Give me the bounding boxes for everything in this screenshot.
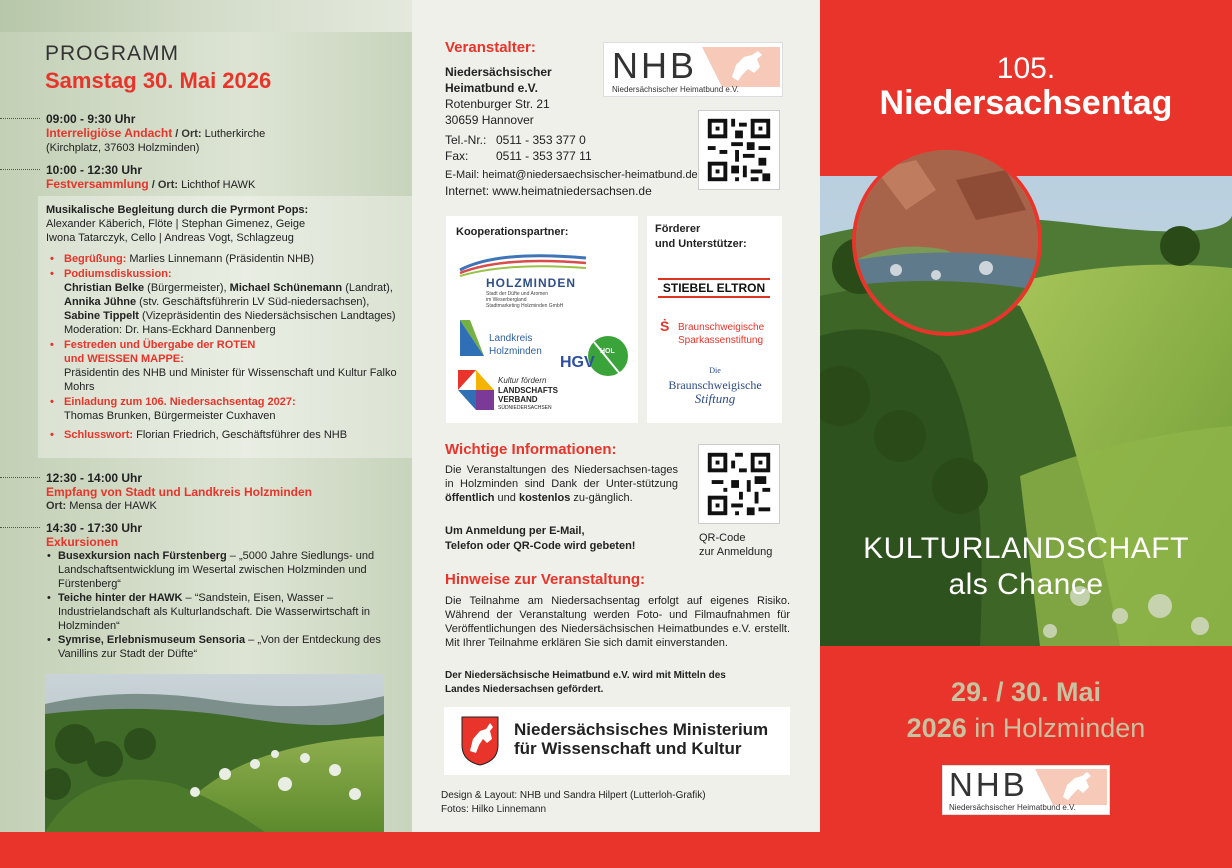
- ort-value: Lutherkirche: [201, 128, 266, 140]
- section-heading: Hinweise zur Veranstaltung:: [445, 571, 646, 588]
- foerderer-line: Förderer: [655, 223, 701, 235]
- list-item: [46, 591, 410, 633]
- foerderer-heading: [655, 222, 747, 252]
- musik-heading: Musikalische Begleitung durch die Pyrmont Pops:: [46, 204, 309, 216]
- credits: [441, 789, 706, 817]
- niedersachsen-ross-icon: [460, 715, 500, 767]
- list-item: [46, 549, 410, 591]
- item-text: Marlies Linnemann (Präsidentin NHB): [126, 253, 315, 265]
- holzminden-sub-line: im Weserbergland: [486, 297, 527, 303]
- slot-event: Festversammlung: [46, 177, 149, 191]
- text-part: und: [494, 492, 519, 504]
- speaker: Annika Jühne: [64, 296, 137, 308]
- item-label: • Festreden und Übergabe der ROTEN: [64, 339, 256, 351]
- motto-line1: KULTURLANDSCHAFT: [863, 532, 1189, 565]
- qr-caption-line: QR-Code: [699, 532, 746, 544]
- edition-number: 105.: [996, 52, 1056, 85]
- moderation: Moderation: Dr. Hans-Eckhard Dannenberg: [64, 324, 276, 336]
- speaker: Christian Belke: [64, 282, 145, 294]
- credits-line: Design & Layout: NHB und Sandra Hilpert (Lutterloh-Grafik): [441, 790, 706, 801]
- bs-stiftung-logo: [660, 364, 770, 406]
- sparkassenstiftung-logo: [678, 321, 764, 347]
- website-link[interactable]: Internet: www.heimatniedersachsen.de: [445, 184, 652, 198]
- holzminden-logo-text: HOLZMINDEN: [486, 276, 576, 290]
- list-item: [46, 428, 406, 442]
- slot-time: 14:30 - 17:30 Uhr: [46, 521, 143, 535]
- motto-line2: als Chance: [948, 568, 1104, 601]
- anmeldung-line: Telefon oder QR-Code wird gebeten!: [445, 540, 636, 552]
- logo-letters: NHB: [612, 45, 698, 86]
- lv-line: SÜDNIEDERSACHSEN: [498, 405, 552, 411]
- musik-line: Iwona Tatarczyk, Cello | Andreas Vogt, Schlagzeug: [46, 232, 294, 244]
- qr-caption: [699, 531, 772, 559]
- lv-line: LANDSCHAFTS: [498, 386, 558, 395]
- logo-letters: NHB: [949, 766, 1028, 803]
- item-text: Präsidentin des NHB und Minister für Wissenschaft und Kultur Falko Mohrs: [64, 367, 397, 393]
- text-part: Die Veranstaltungen des Niedersachsen-tages in Holzminden sind Dank der Unter-stützung: [445, 464, 678, 490]
- email-link[interactable]: E-Mail: heimat@niedersaechsischer-heimatbund.de: [445, 169, 698, 181]
- section-heading: Veranstalter:: [445, 39, 536, 56]
- stiftung-line: Stiftung: [694, 391, 736, 406]
- qr-caption-line: zur Anmeldung: [699, 546, 773, 558]
- bold-part: öffentlich: [445, 492, 495, 504]
- org-name: Niedersächsischer: [445, 65, 552, 79]
- ort-value: Mensa der HAWK: [66, 500, 157, 512]
- slot-andacht: [0, 112, 410, 155]
- tel-value: 0511 - 353 377 0: [496, 133, 586, 147]
- musik-line: Alexander Käberich, Flöte | Stephan Gimenez, Geige: [46, 218, 306, 230]
- landscape-photo: [45, 674, 384, 832]
- ministerium-text: [514, 720, 768, 758]
- hinweise-heading: [445, 572, 645, 588]
- musik-begleitung: [46, 203, 406, 245]
- fax-label: Fax:: [445, 149, 469, 163]
- foerderer-line: und Unterstützer:: [655, 238, 747, 250]
- role: (Vizepräsidentin des Niedersächsischen Landtages): [138, 310, 396, 322]
- role: (Landrat),: [342, 282, 393, 294]
- section-heading: Wichtige Informationen:: [445, 441, 617, 458]
- lv-script-text: Kultur fördern: [498, 376, 547, 385]
- program-date: Samstag 30. Mai 2026: [45, 68, 272, 93]
- logo-subtitle: Niedersächsischer Heimatbund e.V.: [612, 85, 739, 94]
- exkursion-text: – „5000 Jahre Siedlungs- und Landschaftsentwicklung im Wesertal zwischen Holzminden und Fürstenberg“: [58, 550, 375, 590]
- exkursion-text: – “Sandstein, Eisen, Wasser – Industrielandschaft als Kulturlandschaft. Die Wasserwirtschaft in Holzminden“: [58, 592, 371, 632]
- text-part: zu-gänglich.: [570, 492, 633, 504]
- exkursion-title: Teiche hinter der HAWK: [58, 592, 183, 604]
- qr-code-icon[interactable]: [698, 110, 780, 190]
- ministerium-logo: [444, 707, 790, 775]
- foerderung-note: [445, 669, 726, 697]
- sparkasse-line: Braunschweigische: [678, 322, 765, 333]
- item-label: Podiumsdiskussion:: [64, 268, 172, 280]
- holzminden-swoosh-icon: [458, 248, 588, 278]
- item-text: Thomas Brunken, Bürgermeister Cuxhaven: [64, 410, 276, 422]
- stiftung-line: Braunschweigische: [668, 378, 762, 392]
- item-label: • Einladung zum 106. Niedersachsentag 2027:: [64, 396, 296, 408]
- horse-icon: [702, 47, 780, 87]
- tel-label: Tel.-Nr.:: [445, 133, 487, 147]
- festversammlung-list: [46, 252, 406, 443]
- hgv-logo-text: HGV: [560, 354, 595, 371]
- date-place: in Holzminden: [966, 713, 1146, 743]
- sparkasse-s-icon: Ṡ: [660, 318, 670, 334]
- cover-title: [820, 52, 1232, 123]
- exkursion-title: Symrise, Erlebnismuseum Sensoria: [58, 634, 246, 646]
- cover-date: [820, 674, 1232, 746]
- program-header: [45, 42, 271, 94]
- slot-festversammlung: [0, 163, 410, 192]
- speaker: Michael Schünemann: [229, 282, 343, 294]
- nhb-logo: [603, 42, 783, 97]
- hinweise-text: Die Teilnahme am Niedersachsentag erfolgt auf eigenes Risiko. Während der Veranstaltung werden Foto- und Filmaufnahmen für Veröffentlichungen des Niedersächsischen Heimatbundes e.V. erstellt. Mit Ihrer Teilnahme erklären Sie sich damit einverstanden.: [445, 595, 790, 649]
- program-heading: PROGRAMM: [45, 42, 179, 65]
- ort-value: Lichthof HAWK: [178, 179, 256, 191]
- role: (Bürgermeister),: [144, 282, 230, 294]
- landkreis-line: Landkreis: [489, 333, 533, 344]
- slot-empfang: [0, 471, 410, 513]
- fax-value: 0511 - 353 377 11: [496, 149, 592, 163]
- holzminden-logo-sub: [486, 291, 563, 309]
- exkursion-text: – „Von der Entdeckung des Vanillins zur Stadt der Düfte“: [58, 634, 381, 660]
- cover-motto: [820, 532, 1232, 602]
- city: 30659 Hannover: [445, 113, 534, 127]
- list-item: [46, 395, 406, 423]
- item-label: Schlusswort:: [64, 429, 134, 441]
- landkreis-logo-text: [489, 332, 542, 358]
- item-label: Begrüßung:: [64, 253, 127, 265]
- date-days: 29. / 30. Mai: [950, 677, 1102, 707]
- role: (stv. Geschäftsführerin LV Süd-niedersachsen),: [136, 296, 370, 308]
- ort-label: / Ort:: [172, 128, 202, 140]
- veranstalter-heading: [445, 40, 536, 56]
- list-item: [46, 252, 406, 266]
- org-name: Heimatbund e.V.: [445, 81, 538, 95]
- ort-label: / Ort:: [148, 179, 179, 191]
- logo-subtitle: Niedersächsischer Heimatbund e.V.: [949, 803, 1076, 812]
- exkursionen-list: [46, 549, 410, 661]
- slot-detail: (Kirchplatz, 37603 Holzminden): [46, 142, 200, 154]
- slot-event: Exkursionen: [46, 535, 119, 549]
- event-title: Niedersachsentag: [879, 84, 1173, 122]
- slot-time: 10:00 - 12:30 Uhr: [46, 163, 143, 177]
- item-label: und WEISSEN MAPPE:: [64, 353, 184, 365]
- slot-time: 12:30 - 14:00 Uhr: [46, 471, 143, 485]
- list-item: [46, 633, 410, 661]
- hol-logo-text: HOL: [600, 348, 615, 355]
- dotted-leader: [0, 118, 40, 119]
- wichtig-text: [445, 463, 678, 505]
- landkreis-logo-icon: [460, 320, 484, 356]
- landkreis-line: Holzminden: [489, 346, 542, 357]
- dotted-leader: [0, 169, 40, 170]
- holzminden-sub-line: Stadt der Düfte und Aromen: [486, 291, 548, 297]
- stiftung-line: Die: [709, 366, 721, 375]
- qr-code-anmeldung-icon[interactable]: [698, 444, 780, 524]
- slot-event: Interreligiöse Andacht: [46, 126, 173, 140]
- foerderung-line: Landes Niedersachsen gefördert.: [445, 684, 604, 695]
- wichtig-heading: [445, 442, 617, 458]
- item-text: Florian Friedrich, Geschäftsführer des NHB: [133, 429, 348, 441]
- sandstone-cliff-photo: [852, 146, 1042, 336]
- dotted-leader: [0, 527, 40, 528]
- anmeldung-note: [445, 524, 635, 554]
- bold-part: kostenlos: [518, 492, 571, 504]
- slot-exkursionen: [0, 521, 410, 661]
- list-item: [46, 267, 406, 337]
- anmeldung-line: Um Anmeldung per E-Mail,: [445, 525, 585, 537]
- foerderung-line: Der Niedersächsische Heimatbund e.V. wird mit Mitteln des: [445, 670, 726, 681]
- sparkasse-line: Sparkassenstiftung: [678, 335, 764, 346]
- ministerium-line: Niedersächsisches Ministerium: [514, 720, 769, 739]
- stiebel-eltron-logo: STIEBEL ELTRON: [658, 278, 770, 298]
- speaker: Sabine Tippelt: [64, 310, 139, 322]
- nhb-logo-cover: [942, 765, 1110, 815]
- street: Rotenburger Str. 21: [445, 97, 550, 111]
- horse-icon: [1035, 769, 1107, 805]
- dotted-leader: [0, 477, 40, 478]
- list-item: [46, 338, 406, 394]
- landschaftsverband-logo-icon: [458, 370, 494, 410]
- slot-time: 09:00 - 9:30 Uhr: [46, 112, 136, 126]
- lv-line: VERBAND: [498, 395, 538, 404]
- holzminden-sub-line: Stadtmarketing Holzminden GmbH: [486, 303, 564, 309]
- credits-line: Fotos: Hilko Linnemann: [441, 804, 547, 815]
- date-year: 2026: [906, 713, 967, 743]
- lv-logo-text: [498, 386, 558, 413]
- slot-event: Empfang von Stadt und Landkreis Holzminden: [46, 485, 313, 499]
- exkursion-title: Busexkursion nach Fürstenberg: [58, 550, 227, 562]
- ministerium-line: für Wissenschaft und Kultur: [514, 739, 742, 758]
- ort-label: Ort:: [46, 500, 67, 512]
- kooperation-heading: Kooperationspartner:: [456, 226, 569, 238]
